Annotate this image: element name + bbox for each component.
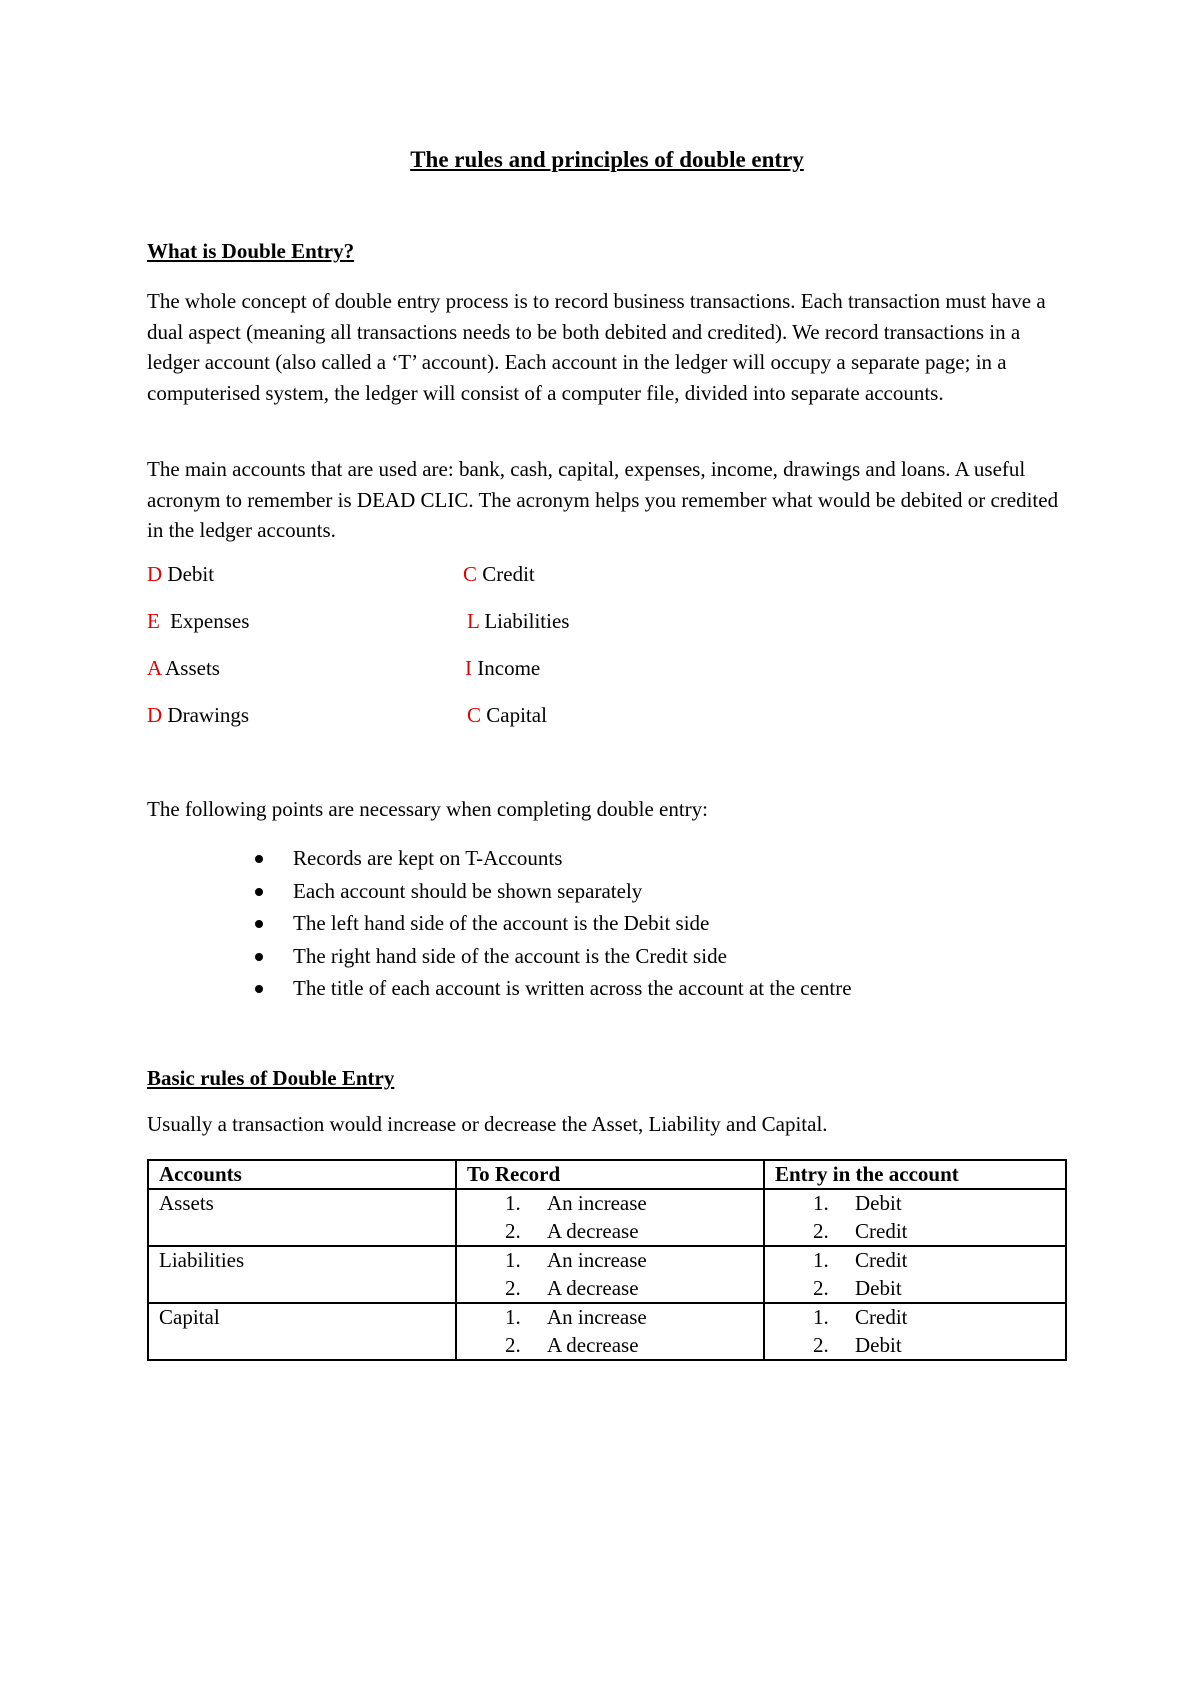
bullet-icon xyxy=(255,953,263,961)
account-cell: Capital xyxy=(148,1303,456,1360)
entry-cell: 1. Debit 2. Credit xyxy=(764,1189,1066,1246)
acronym-word: Drawings xyxy=(167,703,250,727)
acronym-word: Expenses xyxy=(170,609,250,633)
table-row xyxy=(148,1246,1066,1303)
acronym-item xyxy=(147,607,249,635)
list-item-text: Records are kept on T-Accounts xyxy=(293,846,563,870)
section-heading-what-is-double-entry: What is Double Entry? xyxy=(147,239,355,263)
list-item xyxy=(147,940,852,973)
acronym-word: Assets xyxy=(165,656,220,680)
acronym-word: Liabilities xyxy=(484,609,570,633)
acronym-item xyxy=(467,607,569,635)
list-item xyxy=(147,875,852,908)
acronym-letter: A xyxy=(147,656,162,680)
acronym-word: Income xyxy=(477,656,541,680)
list-item xyxy=(147,842,852,875)
points-intro: The following points are necessary when completing double entry: xyxy=(147,797,709,821)
points-list xyxy=(147,842,852,1005)
acronym-word: Debit xyxy=(167,562,215,586)
acronym-item xyxy=(467,701,547,729)
page-title: The rules and principles of double entry xyxy=(410,147,804,172)
section-heading-basic-rules: Basic rules of Double Entry xyxy=(147,1066,395,1090)
record-cell: 1. An increase 2. A decrease xyxy=(456,1246,764,1303)
bullet-icon xyxy=(255,888,263,896)
acronym-item xyxy=(147,560,214,588)
accounts-paragraph: The main accounts that are used are: bank, cash, capital, expenses, income, drawings and loans. A useful acronym to remember is DEAD CLIC. The acronym helps you remember what would be debited or credited in the ledger accounts. xyxy=(147,457,1059,542)
acronym-word: Capital xyxy=(486,703,547,727)
account-cell: Assets xyxy=(148,1189,456,1246)
column-header: To Record xyxy=(456,1160,764,1189)
acronym-item xyxy=(465,654,540,682)
list-item-text: Each account should be shown separately xyxy=(293,878,643,903)
list-item-text: The left hand side of the account is the Debit side xyxy=(293,911,710,935)
record-cell: 1. An increase 2. A decrease xyxy=(456,1303,764,1360)
acronym-letter: I xyxy=(465,656,472,680)
column-header: Entry in the account xyxy=(764,1160,1066,1189)
intro-paragraph: The whole concept of double entry process is to record business transactions. Each transaction must have a dual aspect (meaning all transactions needs to be both debited and credited). We record transactions in a ledger account (also called a ‘T’ account). Each account in the ledger will occupy a separate page; in a computerised system, the ledger will consist of a computer file, divided into separate accounts. xyxy=(147,289,1046,405)
column-header: Accounts xyxy=(148,1160,456,1189)
list-item xyxy=(147,907,852,940)
list-item xyxy=(147,972,852,1005)
bullet-icon xyxy=(255,920,263,928)
acronym-letter: D xyxy=(147,562,163,586)
record-cell: 1. An increase 2. A decrease xyxy=(456,1189,764,1246)
acronym-item xyxy=(147,654,220,682)
acronym-item xyxy=(463,560,535,588)
acronym-letter: D xyxy=(147,703,163,727)
acronym-item xyxy=(147,701,249,729)
acronym-letter: L xyxy=(467,609,480,633)
table-row xyxy=(148,1189,1066,1246)
entry-cell: 1. Credit 2. Debit xyxy=(764,1246,1066,1303)
acronym-letter: C xyxy=(467,703,482,727)
rules-intro: Usually a transaction would increase or decrease the Asset, Liability and Capital. xyxy=(147,1112,828,1136)
list-item-text: The right hand side of the account is the Credit side xyxy=(293,943,727,968)
rules-table xyxy=(147,1159,1067,1361)
account-cell: Liabilities xyxy=(148,1246,456,1303)
acronym-word: Credit xyxy=(482,562,535,586)
list-item-text: The title of each account is written across the account at the centre xyxy=(293,976,852,1000)
bullet-icon xyxy=(255,985,263,993)
acronym-letter: C xyxy=(463,562,478,586)
table-row xyxy=(148,1303,1066,1360)
bullet-icon xyxy=(255,855,263,863)
table-header-row xyxy=(148,1160,1066,1189)
entry-cell: 1. Credit 2. Debit xyxy=(764,1303,1066,1360)
acronym-letter: E xyxy=(147,609,160,633)
